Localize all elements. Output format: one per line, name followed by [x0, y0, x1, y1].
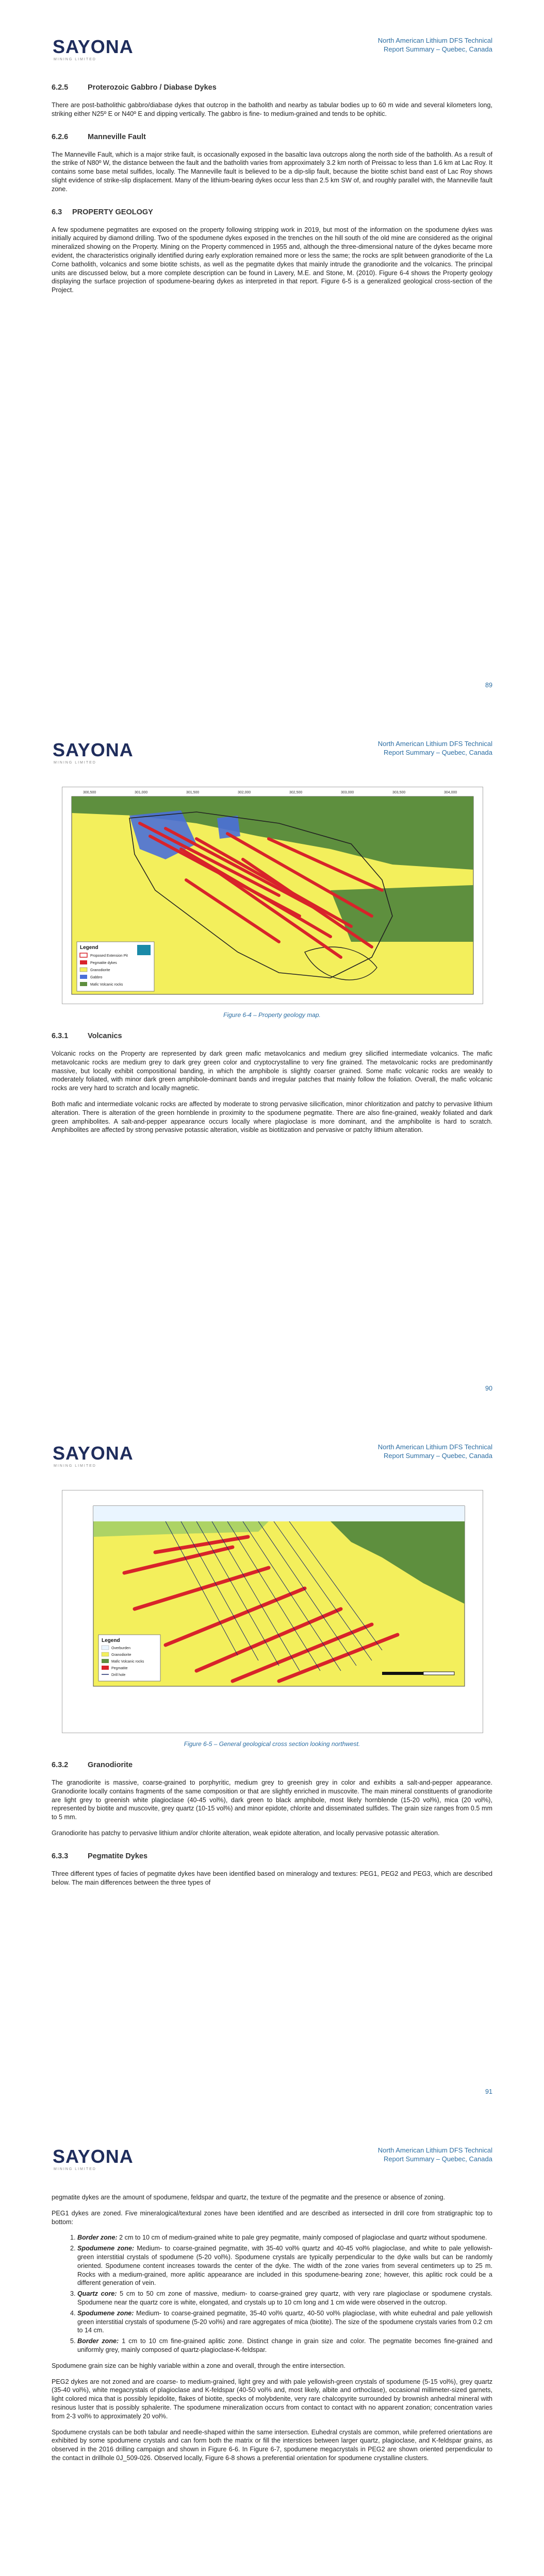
section-number: 6.2.5: [52, 83, 69, 92]
report-title-line-1: North American Lithium DFS Technical: [377, 37, 492, 44]
page-91: [0, 1406, 544, 2110]
report-title-line-2: Report Summary – Quebec, Canada: [384, 749, 492, 756]
report-title: [378, 739, 492, 757]
list-item-term: Border zone:: [77, 2234, 118, 2242]
section-number: 6.3: [52, 208, 62, 216]
list-item-text: Medium- to coarse-grained pegmatite, with 35-40 vol% quartz and 40-45 vol% plagioclase, and white to pale yellowish-green interstitial crystals of spodumene (5-20 vol%). Spodumene crystals are typically perpendicular to the dyke walls but can be randomly oriented. Spodumene content increases towards the center of the dyke. The width of the zone varies from several centimeters up to 25 m. Rocks with a medium-grained, more aplitic appearance are included in this spodumene-bearing zone; however, this aplitic rock could be a different generation of vein.: [77, 2245, 493, 2287]
tick-label: 301,500: [186, 791, 200, 794]
report-title-line-1: North American Lithium DFS Technical: [377, 2146, 492, 2154]
logo-subtitle: MINING LIMITED: [54, 761, 96, 765]
geology-map-svg: [62, 787, 483, 1004]
paragraph: A few spodumene pegmatites are exposed on the property following stripping work in 2019, but most of the information on the spodumene dykes was initially acquired by diamond drilling. Two of the spodumene dykes exposed in the trenches on the hill south of the old mine are considered as the original mineralized showing on the Property. Mining on the Property commenced in 1955 and, although the three-dimensional nature of the dykes became more evident, the characteristics originally identified during early exploration remained more or less the same; the rocks are split between granodiorite of the La Corne batholith, volcanics and some biotite schists, as well as the pegmatite dykes that mainly intrude the granodiorite and the volcanics. The principal units are discussed below, but a more complete description can be found in Lavery, M.E. and Stone, M. (2010). Figure 6-4 shows the Property geology displaying the surface projection of spodumene-bearing dykes as interpreted in that report. Figure 6-5 is a generalized geological cross-section of the Project.: [52, 226, 492, 294]
legend-item: Granodiorite: [90, 969, 110, 972]
tick-label: 303,000: [341, 791, 354, 794]
page-header: [52, 32, 492, 63]
legend-title: Legend: [80, 945, 98, 951]
paragraph: The granodiorite is massive, coarse-grained to porphyritic, medium grey to greenish grey in color and exhibits a salt-and-pepper appearance. Granodiorite locally contains fragments of the same composition or that are slightly enriched in muscovite. The main mineral constituents of granodiorite are light grey to greenish white plagioclase (40-45 vol%), dark green to black amphibole, most likely hornblende (15-20 vol%), mica (20 vol%), represented by biotite and muscovite, grey quartz (10-15 vol%) and minor epidote, chlorite and disseminated sulfides. The grain size ranges from 0.5 mm to 5 mm.: [52, 1779, 492, 1821]
peg1-zone-list: [52, 2233, 492, 2354]
page-number: 89: [485, 682, 492, 689]
section-heading-6-2-5: [52, 83, 492, 92]
page-90: [0, 703, 544, 1406]
legend-item: Drill hole: [111, 1673, 126, 1677]
page-89: [0, 0, 544, 703]
report-title-line-2: Report Summary – Quebec, Canada: [384, 1452, 492, 1460]
list-item-term: Quartz core:: [77, 2290, 117, 2298]
paragraph: Spodumene crystals can be both tabular and needle-shaped within the same intersection. Euhedral crystals are common, while preferred orientations are exhibited by some spodumene crystals and can form both the matrix or fill the interstices between larger quartz, plagioclase, and K-feldspar grains, as observed in the 2016 drilling campaign and shown in Figure 6-6. In Figure 6-7, spodumene megacrystals in PEG2 are shown oriented perpendicular to the contact in drillhole 0J_509-026. Observed locally, Figure 6-8 shows a preferential orientation for spodumene crystalline clusters.: [52, 2428, 492, 2462]
page-number: 91: [485, 2088, 492, 2095]
figure-caption: Figure 6-4 – Property geology map.: [223, 1011, 321, 1019]
section-title: Volcanics: [88, 1032, 122, 1040]
map-legend: [77, 942, 154, 991]
company-logo: SAYONA: [53, 36, 134, 57]
tick-label: 302,500: [289, 791, 303, 794]
section-number: 6.3.1: [52, 1032, 69, 1040]
report-title-line-2: Report Summary – Quebec, Canada: [384, 45, 492, 53]
section-title: Manneville Fault: [88, 132, 146, 141]
section-title: PROPERTY GEOLOGY: [72, 208, 153, 216]
legend-item: Proposed Extension Pit: [90, 954, 128, 958]
legend-item: Pegmatite dykes: [90, 961, 117, 965]
list-item: [77, 2290, 492, 2307]
company-logo: SAYONA: [53, 1443, 134, 1464]
paragraph: Spodumene grain size can be highly variable within a zone and overall, through the entire intersection.: [52, 2362, 345, 2369]
legend-item: Granodiorite: [111, 1653, 131, 1657]
company-logo: SAYONA: [53, 2146, 134, 2167]
tick-label: 304,000: [444, 791, 457, 794]
paragraph: PEG1 dykes are zoned. Five mineralogical/textural zones have been identified and are described as intersected in drill core from stratigraphic top to bottom:: [52, 2209, 492, 2226]
page-header: [52, 2142, 492, 2173]
list-item: [77, 2233, 492, 2242]
legend-item: Overburden: [111, 1647, 130, 1650]
company-logo: SAYONA: [53, 739, 134, 760]
paragraph: The Manneville Fault, which is a major strike fault, is occasionally exposed in the basaltic lava outcrops along the north side of the batholith. As a result of the strike of N80º W, the distance between the fault and the batholith varies from approximately 3.2 km north of Preissac to less than 1.6 km at Lac Roy. It contains some base metal sulfides, locally. The Manneville fault is believed to be a dip-slip fault, because the biotite schist band east of Lac Roy shows slight evidence of strike-slip displacement. Many of the lithium-bearing dykes occur less than 2.5 km SW of, and roughly parallel with, the Manneville fault zone.: [52, 150, 492, 193]
section-number: 6.2.6: [52, 132, 69, 141]
section-title: Granodiorite: [88, 1761, 133, 1769]
paragraph: PEG2 dykes are not zoned and are coarse- to medium-grained, light grey and with pale yellowish-green crystals of spodumene (5-15 vol%), grey quartz (35-40 vol%), white megacrystals of plagioclase and K-feldspar (40-50 vol% and, most likely, albite and orthoclase), occasional millimeter-sized garnets, light colored mica that is possibly lepidolite, flakes of biotite, specks of molybdenite, very rare chalcopyrite surrounded by brownish anhedral mineral with resinous luster that is possibly sphalerite. The spodumene mineralization occurs from contact to contact with no apparent zonation; concentration varies from 2-3 vol% to approximately 20 vol%.: [52, 2378, 492, 2420]
list-item-term: Border zone:: [77, 2337, 119, 2345]
list-item-text: 2 cm to 10 cm of medium-grained white to pale grey pegmatite, mainly composed of plagioclase and quartz without spodumene.: [117, 2234, 487, 2242]
legend-item: Gabbro: [90, 976, 103, 979]
legend-logo-icon: [137, 945, 151, 955]
logo-subtitle: MINING LIMITED: [54, 1464, 96, 1468]
page-92: [0, 2110, 544, 2576]
tick-label: 302,000: [238, 791, 251, 794]
tick-label: 301,000: [135, 791, 148, 794]
report-title: [378, 1443, 492, 1460]
legend-item: Mafic Volcanic rocks: [90, 983, 123, 987]
tick-label: 300,500: [83, 791, 96, 794]
list-item-text: Medium- to coarse-grained pegmatite, 35-40 vol% quartz, 40-50 vol% plagioclase, with white euhedral and pale yellowish green interstitial crystals of spodumene (5-20 vol%) and rare aggregates of mica (biotite). The size of the spodumene crystals varies from 0.2 cm to 14 cm.: [77, 2309, 492, 2334]
cross-section-svg: [62, 1490, 483, 1733]
list-item: [77, 2337, 492, 2354]
legend-item: Pegmatite: [111, 1667, 128, 1670]
cross-section-figure: [62, 1490, 483, 1733]
paragraph: Granodiorite has patchy to pervasive lithium and/or chlorite alteration, weak epidote alteration, and locally pervasive potassic alteration.: [52, 1829, 440, 1837]
tick-label: 303,500: [392, 791, 406, 794]
list-item: [77, 2244, 492, 2287]
section-legend: [98, 1635, 160, 1681]
scale-bar: [382, 1672, 454, 1675]
section-title: Pegmatite Dykes: [88, 1852, 148, 1860]
logo-subtitle: MINING LIMITED: [54, 2167, 96, 2171]
section-number: 6.3.2: [52, 1761, 69, 1769]
paragraph: Volcanic rocks on the Property are represented by dark green mafic metavolcanics and medium grey silicified intermediate volcanics. The mafic metavolcanic rocks are medium grey to dark grey green color and cryptocrystalline to very fine grained. The metavolcanic rocks are predominantly massive, but locally exhibit compositional banding, in which the amphibole is slightly coarser grained. Some mafic volcanic rocks are weakly to moderately foliated, with minor dark green amphibole-dominant bands and irregular patches that mainly follow the foliation. Overall, the mafic volcanic rocks are very hard to scratch and locally magnetic.: [52, 1050, 492, 1092]
legend-item: Mafic Volcanic rocks: [111, 1660, 144, 1664]
figure-caption: Figure 6-5 – General geological cross section looking northwest.: [184, 1740, 360, 1748]
list-item: [77, 2309, 492, 2335]
section-heading-6-3-1: [52, 1032, 492, 1040]
list-item-text: 1 cm to 10 cm fine-grained aplitic zone. Distinct change in grain size and color. The pegmatite becomes fine-grained and uniformly grey, mainly composed of quartz-plagioclase-K-feldspar.: [77, 2337, 492, 2353]
list-item-term: Spodumene zone:: [77, 2245, 135, 2252]
report-title: [378, 2146, 492, 2163]
list-item-text: 5 cm to 50 cm zone of massive, medium- to coarse-grained grey quartz, with very rare plagioclase or spodumene crystals. Spodumene near the quartz core is white, elongated, and crystals up to 10 cm long and 1 cm wide were observed in the outcrop.: [77, 2290, 492, 2306]
report-title: [378, 36, 492, 54]
section-number: 6.3.3: [52, 1852, 69, 1860]
legend-title: Legend: [102, 1638, 120, 1643]
page-header: [52, 735, 492, 766]
section-heading-6-3-2: [52, 1761, 492, 1769]
report-title-line-1: North American Lithium DFS Technical: [377, 740, 492, 748]
section-heading-6-3: [52, 208, 492, 216]
property-geology-map: [62, 787, 483, 1004]
paragraph: Three different types of facies of pegmatite dykes have been identified based on mineralogy and textures: PEG1, PEG2 and PEG3, which are described below. The main differences between the three types of: [52, 1870, 492, 1886]
list-item-term: Spodumene zone:: [77, 2309, 134, 2317]
logo-subtitle: MINING LIMITED: [54, 58, 96, 61]
report-title-line-2: Report Summary – Quebec, Canada: [384, 2155, 492, 2163]
report-title-line-1: North American Lithium DFS Technical: [377, 1443, 492, 1451]
paragraph: Both mafic and intermediate volcanic rocks are affected by moderate to strong pervasive silicification, minor chloritization and patchy to pervasive lithium alteration. There is alteration of the green hornblende in proximity to the spodumene pegmatite. There are also fine-grained, weakly foliated and dark green amphibolites. A salt-and-pepper appearance occurs locally where plagioclase is more dominant, and the amphibolite is hard to scratch. Amphibolites are affected by strong pervasive potassic alteration, visible as biotitization and pervasive or patchy lithium alteration.: [52, 1100, 492, 1134]
paragraph: There are post-batholithic gabbro/diabase dykes that outcrop in the batholith and nearby as tabular bodies up to 60 m wide and several kilometers long, striking either N25º E or N40º E and dipping vertically. The gabbro is fine- to medium-grained and tends to be ophitic.: [52, 101, 492, 117]
section-heading-6-2-6: [52, 133, 492, 141]
section-title: Proterozoic Gabbro / Diabase Dykes: [88, 83, 217, 92]
page-number: 90: [485, 1385, 492, 1392]
page-header: [52, 1438, 492, 1469]
section-heading-6-3-3: [52, 1852, 492, 1860]
paragraph: pegmatite dykes are the amount of spodumene, feldspar and quartz, the texture of the pegmatite and the presence or absence of zoning.: [52, 2194, 446, 2201]
